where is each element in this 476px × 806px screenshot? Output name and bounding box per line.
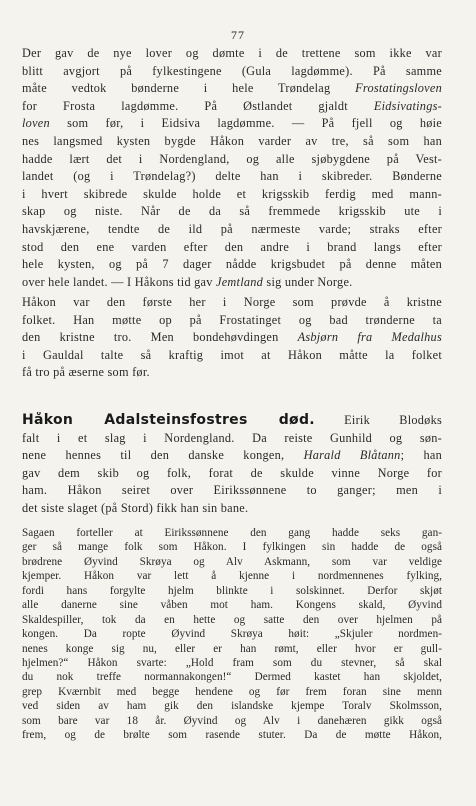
text-line	[22, 642, 442, 656]
text-run: blitt avgjort på fylkestingene (Gula lagdømme). På samme	[22, 63, 442, 78]
text-line	[22, 465, 442, 483]
text-line	[22, 364, 442, 382]
text-run: alle danerne sine våben mot ham. Kongens skald, Øyvind	[22, 599, 442, 612]
text-line	[22, 294, 442, 312]
text-run: i hvert skibrede skulde holde et krigsskib ferdig med mann-	[22, 186, 442, 201]
text-line	[22, 584, 442, 598]
text-run: hele kysten, og på 7 dager nådde krigsbudet på denne måten	[22, 257, 442, 272]
text-run: nenes konge sig nu, eller er han rømt, eller hvor er gull-	[22, 642, 442, 655]
text-line	[22, 274, 442, 292]
text-run: du nok treffe normannakongen!“ Dermed kastet han skjoldet,	[22, 671, 442, 684]
text-line	[22, 627, 442, 641]
text-line	[22, 526, 442, 540]
text-run: gav dem skib og folk, forat de skulde vinne Norge for	[22, 465, 442, 480]
text-run: kjemper. Håkon var lett å kjenne i nordmennenes fylking,	[22, 570, 442, 583]
italic-term: Frostatingsloven	[355, 81, 442, 96]
text-run: folket. Han møtte op på Frostatinget og bad trønderne ta	[22, 312, 442, 327]
text-run: grep Kværnbit med begge hendene og før frem foran sine menn	[22, 685, 442, 698]
text-line	[22, 656, 442, 670]
text-line	[22, 203, 442, 221]
page-number: 77	[231, 28, 245, 42]
text-line	[22, 447, 442, 465]
paragraph-saga	[22, 526, 442, 743]
paragraph-laws	[22, 45, 442, 291]
text-run: Håkon var den første her i Norge som prøvde å kristne	[22, 295, 442, 309]
text-run: ham. Håkon seiret over Eirikssønnene to ganger; men i	[22, 483, 442, 498]
text-line	[22, 569, 442, 583]
section-heading: Håkon Adalsteinsfostres død.	[22, 412, 315, 428]
text-run: Sagaen forteller at Eirikssønnene den gang hadde seks gan-	[22, 527, 442, 539]
text-line	[22, 329, 442, 347]
text-line	[22, 670, 442, 684]
italic-term: Eidsivatings-	[373, 98, 442, 113]
text-line	[22, 63, 442, 81]
text-run: ger så mange folk som Håkon. I fylkingen sin hadde de også	[22, 541, 442, 554]
text-line	[22, 256, 442, 274]
text-run: som før, i Eidsiva lagdømme. — På fjell og høie	[49, 116, 442, 131]
text-line	[22, 221, 442, 239]
text-line	[22, 613, 442, 627]
italic-term: Jemtland	[216, 274, 264, 289]
text-line	[22, 685, 442, 699]
italic-term: Asbjørn fra Medalhus	[297, 330, 442, 345]
text-line	[22, 555, 442, 569]
text-line	[22, 714, 442, 728]
text-run: sig under Norge.	[263, 274, 353, 289]
text-line	[22, 98, 442, 116]
text-run: i Gauldal talte så kraftig imot at Håkon måtte la folket	[22, 347, 442, 362]
text-run: få tro på æserne som før.	[22, 365, 150, 380]
paragraph-death-heading	[22, 412, 442, 518]
text-line	[22, 412, 442, 430]
text-run: Skaldespiller, tok da en hette og satte den over hjelmen på	[22, 613, 442, 626]
text-run: for Frosta lagdømme. På Østlandet gjaldt	[22, 98, 374, 113]
text-line	[22, 540, 442, 554]
text-run: kongen. Da ropte Øyvind Skrøya høit: „Skjuler nordmen-	[22, 628, 442, 641]
text-line	[22, 482, 442, 500]
text-run: ; han	[400, 448, 442, 463]
text-run: Der gav de nye lover og dømte i de trettene som ikke var	[22, 46, 442, 60]
text-run: måte vedtok bønderne i hele Trøndelag	[22, 81, 356, 96]
text-line	[22, 239, 442, 257]
text-run: frem, og de brølte som rasende stuter. Da de møtte Håkon,	[22, 729, 442, 742]
text-run: Eirik Blodøks	[314, 413, 442, 427]
text-line	[22, 186, 442, 204]
text-line	[22, 80, 442, 98]
text-line	[22, 151, 442, 169]
text-run: ved siden av ham gik den islandske kjempe Toralv Skolmsson,	[22, 700, 442, 713]
text-line	[22, 168, 442, 186]
text-run: nene hennes til den danske kongen,	[22, 448, 304, 463]
text-run: landet (og i Trøndelag?) delte han i skibreder. Bønderne	[22, 169, 442, 184]
text-run: hadde lært det i Nordengland, og alle sjøbygdene på Vest-	[22, 151, 442, 166]
text-run: fordi hans forgylte hjelm blinkte i solskinnet. Derfor skjøt	[22, 584, 442, 597]
text-run: hjelmen?“ Håkon svarte: „Hold fram som du stevner, så skal	[22, 656, 442, 669]
paragraph-christianity	[22, 294, 442, 382]
text-line	[22, 133, 442, 151]
text-run: brødrene Øyvind Skrøya og Alv Askmann, som var veldige	[22, 555, 442, 568]
italic-term: Harald Blåtann	[303, 448, 401, 463]
text-line	[22, 347, 442, 365]
text-line	[22, 430, 442, 448]
text-run: falt i et slag i Nordengland. Da reiste Gunhild og søn-	[22, 430, 442, 445]
text-line	[22, 728, 442, 742]
text-run: som bare var 18 år. Øyvind og Alv i danehæren gikk også	[22, 714, 442, 727]
text-run: skap og niste. Når de da så fremmede krigsskib ute i	[22, 204, 442, 219]
text-line	[22, 699, 442, 713]
text-line	[22, 115, 442, 133]
text-run: havskjærene, tendte de ild på nærmeste varde; straks efter	[22, 221, 442, 236]
text-run: nes langsmed kysten bygde Håkon varder av tre, så som han	[22, 133, 442, 148]
italic-term: loven	[22, 116, 50, 131]
text-run: den kristne tro. Men bondehøvdingen	[22, 330, 298, 345]
text-line	[22, 500, 442, 518]
text-line	[22, 45, 442, 63]
text-run: stod den ene varden efter den andre i brand langs efter	[22, 239, 442, 254]
text-line	[22, 598, 442, 612]
text-run: over hele landet. — I Håkons tid gav	[22, 274, 216, 289]
text-line	[22, 312, 442, 330]
text-run: det siste slaget (på Stord) fikk han sin bane.	[22, 500, 249, 515]
